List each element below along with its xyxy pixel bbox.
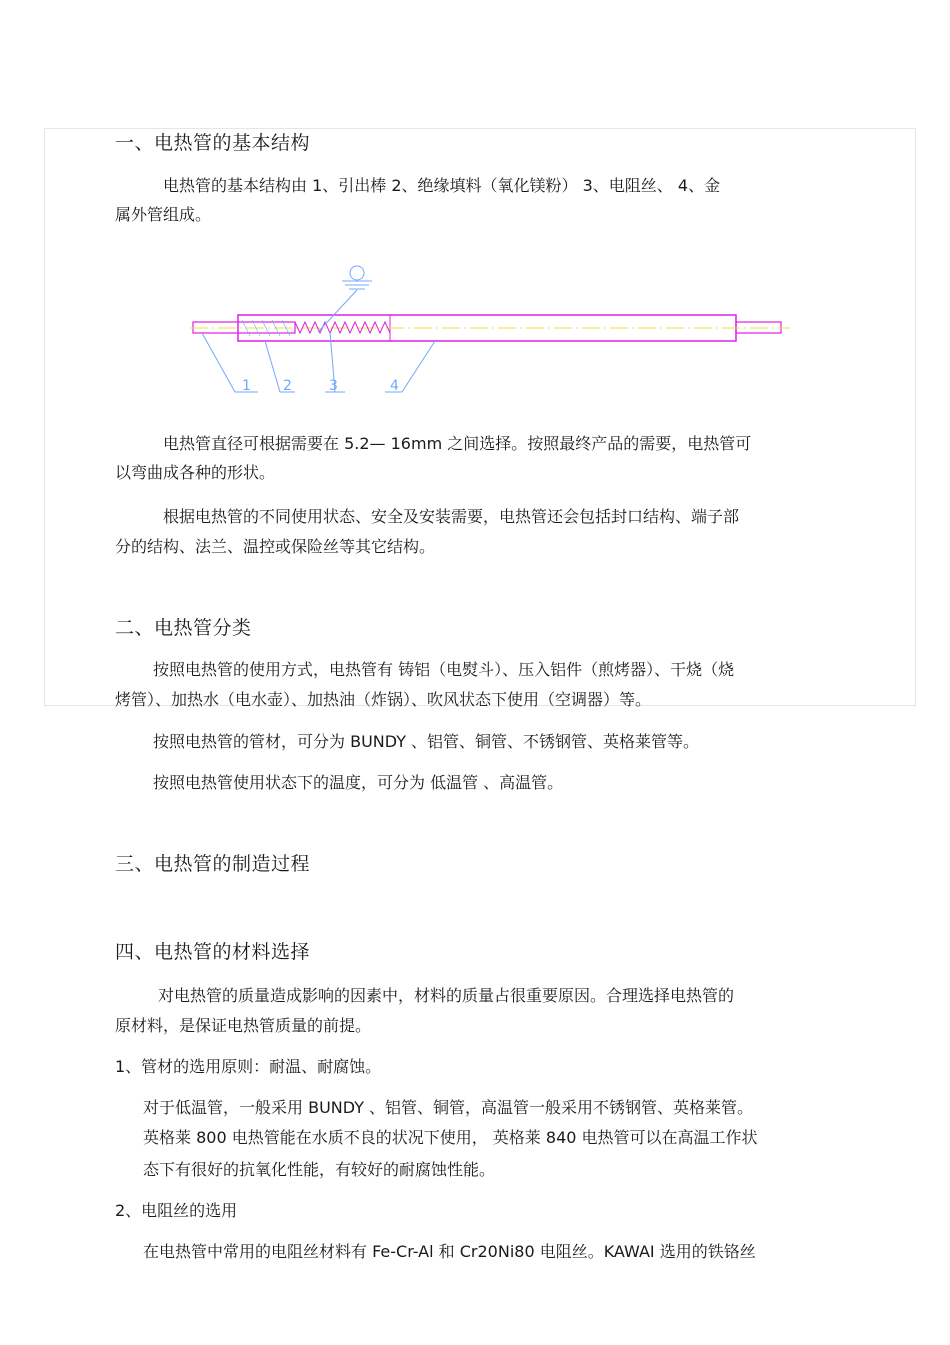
- diagram-label-2: 2: [283, 378, 292, 394]
- subsection-title-resistance-wire: 2、电阻丝的选用: [115, 1201, 238, 1220]
- section-heading-manufacturing: 三、电热管的制造过程: [115, 853, 311, 875]
- diagram-label-4: 4: [390, 378, 399, 394]
- subsection-title-tube-material: 1、管材的选用原则：耐温、耐腐蚀。: [115, 1057, 382, 1076]
- section-heading-structure: 一、电热管的基本结构: [115, 132, 311, 154]
- paragraph-line: 电热管直径可根据需要在 5.2— 16mm 之间选择。按照最终产品的需要，电热管可: [163, 434, 752, 453]
- paragraph-line: 属外管组成。: [115, 205, 212, 224]
- paragraph-line: 烤管）、加热水（电水壶）、加热油（炸锅）、吹风状态下使用（空调器）等。: [115, 690, 652, 709]
- paragraph-line: 态下有很好的抗氧化性能，有较好的耐腐蚀性能。: [143, 1160, 496, 1179]
- paragraph-line: 根据电热管的不同使用状态、安全及安装需要，电热管还会包括封口结构、端子部: [163, 507, 740, 526]
- diagram-label-1: 1: [242, 378, 251, 394]
- paragraph-line: 在电热管中常用的电阻丝材料有 Fe-Cr-Al 和 Cr20Ni80 电阻丝。KAWAI 选用的铁铬丝: [143, 1242, 756, 1261]
- paragraph-line: 分的结构、法兰、温控或保险丝等其它结构。: [115, 537, 436, 556]
- paragraph-line: 按照电热管使用状态下的温度，可分为 低温管 、高温管。: [153, 773, 564, 792]
- paragraph-line: 英格莱 800 电热管能在水质不良的状况下使用， 英格莱 840 电热管可以在高温工作状: [143, 1128, 758, 1147]
- paragraph-line: 原材料，是保证电热管质量的前提。: [115, 1016, 372, 1035]
- diagram-label-3: 3: [329, 378, 338, 394]
- paragraph-line: 电热管的基本结构由 1、引出棒 2、绝缘填料（氧化镁粉） 3、电阻丝、 4、金: [163, 176, 721, 195]
- heating-tube-diagram: [190, 262, 790, 402]
- paragraph-line: 按照电热管的使用方式，电热管有 铸铝（电熨斗）、压入铝件（煎烤器）、干烧（烧: [153, 660, 735, 679]
- paragraph-line: 对于低温管，一般采用 BUNDY 、铝管、铜管，高温管一般采用不锈钢管、英格莱管。: [143, 1098, 754, 1117]
- section-heading-materials: 四、电热管的材料选择: [115, 941, 311, 963]
- paragraph-line: 以弯曲成各种的形状。: [115, 463, 276, 482]
- ground-symbol: [350, 266, 364, 280]
- paragraph-line: 按照电热管的管材，可分为 BUNDY 、铝管、铜管、不锈钢管、英格莱管等。: [153, 732, 700, 751]
- section-heading-classification: 二、电热管分类: [115, 617, 252, 639]
- paragraph-line: 对电热管的质量造成影响的因素中，材料的质量占很重要原因。合理选择电热管的: [158, 986, 735, 1005]
